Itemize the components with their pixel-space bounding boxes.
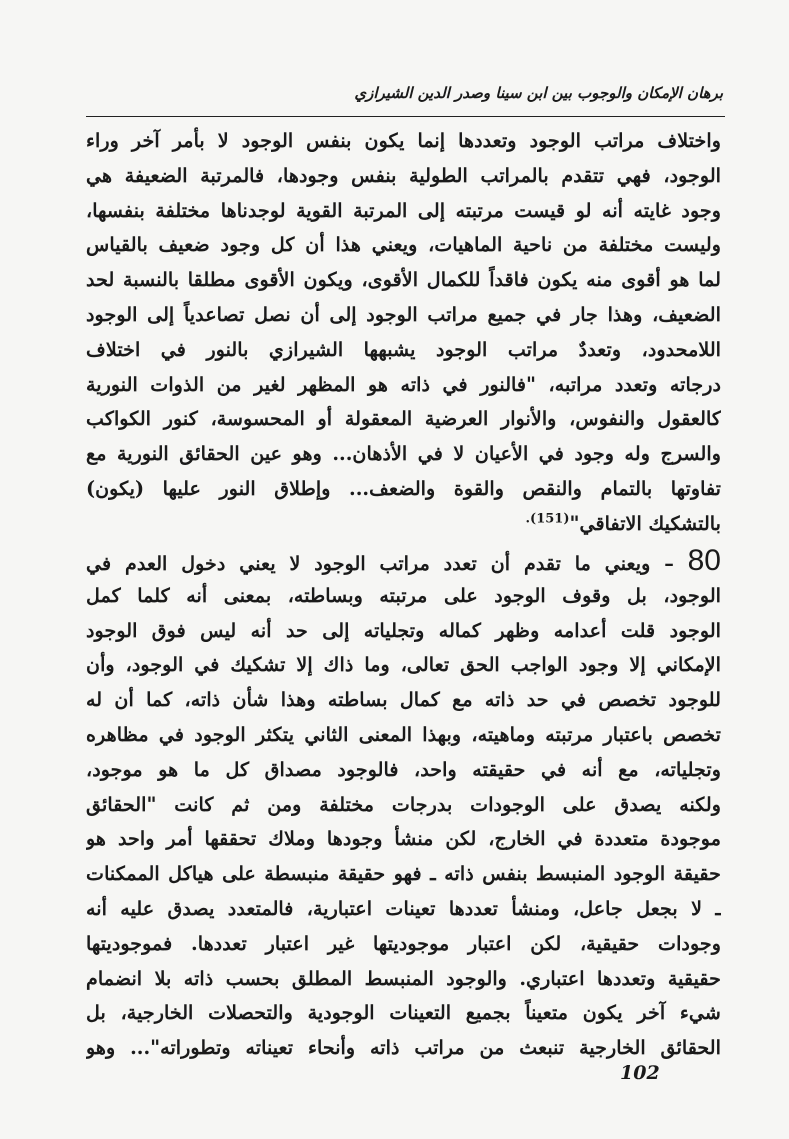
text-line: الإمكاني إلا وجود الواجب الحق تعالى، وما ذاك إلا تشكيك في الوجود، وأن bbox=[86, 653, 721, 677]
text-line-last bbox=[86, 507, 721, 542]
text-line: لما هو أقوى منه يكون فاقداً للكمال الأقوى، ويكون الأقوى مطلقا بالنسبة لحد bbox=[86, 268, 721, 292]
text-line: للوجود تخصص في حد ذاته مع كمال بساطته وهذا شأن ذاته، كما أن له bbox=[86, 688, 721, 712]
text-line: وليست مختلفة من ناحية الماهيات، ويعني هذا أن كل وجود ضعيف بالقياس bbox=[86, 233, 721, 257]
text-line: موجودة متعددة في الخارج، لكن منشأ وجودها وملاك تحققها أمر واحد هو bbox=[86, 827, 721, 851]
text-line: واختلاف مراتب الوجود وتعددها إنما يكون بنفس الوجود لا بأمر آخر وراء bbox=[86, 129, 721, 152]
text-line-first bbox=[86, 544, 721, 579]
text-line: وتجلياته، مع أنه في حقيقته واحد، فالوجود مصداق كل ما هو موجود، bbox=[86, 757, 721, 781]
paragraph-1 bbox=[86, 124, 721, 542]
closing-quote-text: بالتشكيك الاتفاقي" bbox=[569, 511, 721, 535]
text-line: وجودات حقيقية، لكن اعتبار موجوديتها غير اعتبار تعددها. فموجوديتها bbox=[86, 931, 721, 955]
text-line: كالعقول والنفوس، والأنوار العرضية المعقولة أو المحسوسة، كنور الكواكب bbox=[86, 407, 721, 431]
paragraph-2 bbox=[86, 544, 721, 1066]
footnote-ref: (151). bbox=[525, 511, 570, 527]
text-line: حقيقية وتعددها اعتباري. والوجود المنبسط المطلق بحسب ذاته بلا انضمام bbox=[86, 966, 721, 990]
text-line: شيء آخر يكون متعيناً بجميع التعينات الوجودية والتحصلات الخارجية، بل bbox=[86, 1001, 721, 1025]
header-rule bbox=[86, 116, 725, 117]
text-line: حقيقة الوجود المنبسط بنفس ذاته ـ فهو حقيقة منبسطة على هياكل الممكنات bbox=[86, 862, 721, 886]
page-number: 102 bbox=[620, 1062, 660, 1084]
text-line: الوجود، فهي تتقدم بالمراتب الطولية بنفس وجودها، فالمرتبة الضعيفة هي bbox=[86, 163, 721, 187]
text-line: ولكنه يصدق على الوجودات بدرجات مختلفة ومن ثم كانت "الحقائق bbox=[86, 792, 721, 816]
paragraph-number: 80 bbox=[687, 544, 721, 577]
text-segment: – ويعني ما تقدم أن تعدد مراتب الوجود لا يعني دخول العدم في bbox=[86, 552, 674, 575]
text-line: تخصص باعتبار مرتبته وماهيته، وبهذا المعنى الثاني يتكثر الوجود في مظاهره bbox=[86, 722, 721, 746]
text-line: وجود غايته أنه لو قيست مرتبته إلى المرتبة القوية لوجدناها مختلفة بنفسها، bbox=[86, 198, 721, 222]
text-line: الحقائق الخارجية تنبعث من مراتب ذاته وأنحاء تعيناته وتطوراته"... وهو bbox=[86, 1036, 721, 1060]
text-line: والسرج وله وجود في الأعيان لا في الأذهان... وهو عين الحقائق النورية مع bbox=[86, 442, 721, 466]
text-line: اللامحدود، وتعددٌ مراتب الوجود يشبهها الشيرازي بالنور في اختلاف bbox=[86, 337, 721, 361]
text-line: الوجود، بل وقوف الوجود على مرتبته وبساطته، بمعنى أنه كلما كمل bbox=[86, 583, 721, 607]
text-line: تفاوتها بالتمام والنقص والقوة والضعف... وإطلاق النور عليها (يكون) bbox=[86, 476, 721, 500]
text-line: الوجود قلت أعدامه وظهر كماله وتجلياته إلى حد أنه ليس فوق الوجود bbox=[86, 618, 721, 642]
text-line: درجاته وتعدد مراتبه، "فالنور في ذاته هو المظهر لغير من الذوات النورية bbox=[86, 372, 721, 396]
running-head: برهان الإمكان والوجوب بين ابن سينا وصدر الدين الشيرازي bbox=[354, 84, 723, 102]
text-line: الضعيف، وهذا جار في جميع مراتب الوجود إلى أن نصل تصاعدياً إلى الوجود bbox=[86, 302, 721, 326]
text-line: ـ لا بجعل جاعل، ومنشأ تعددها تعينات اعتبارية، فالمتعدد يصدق عليه أنه bbox=[86, 896, 721, 920]
